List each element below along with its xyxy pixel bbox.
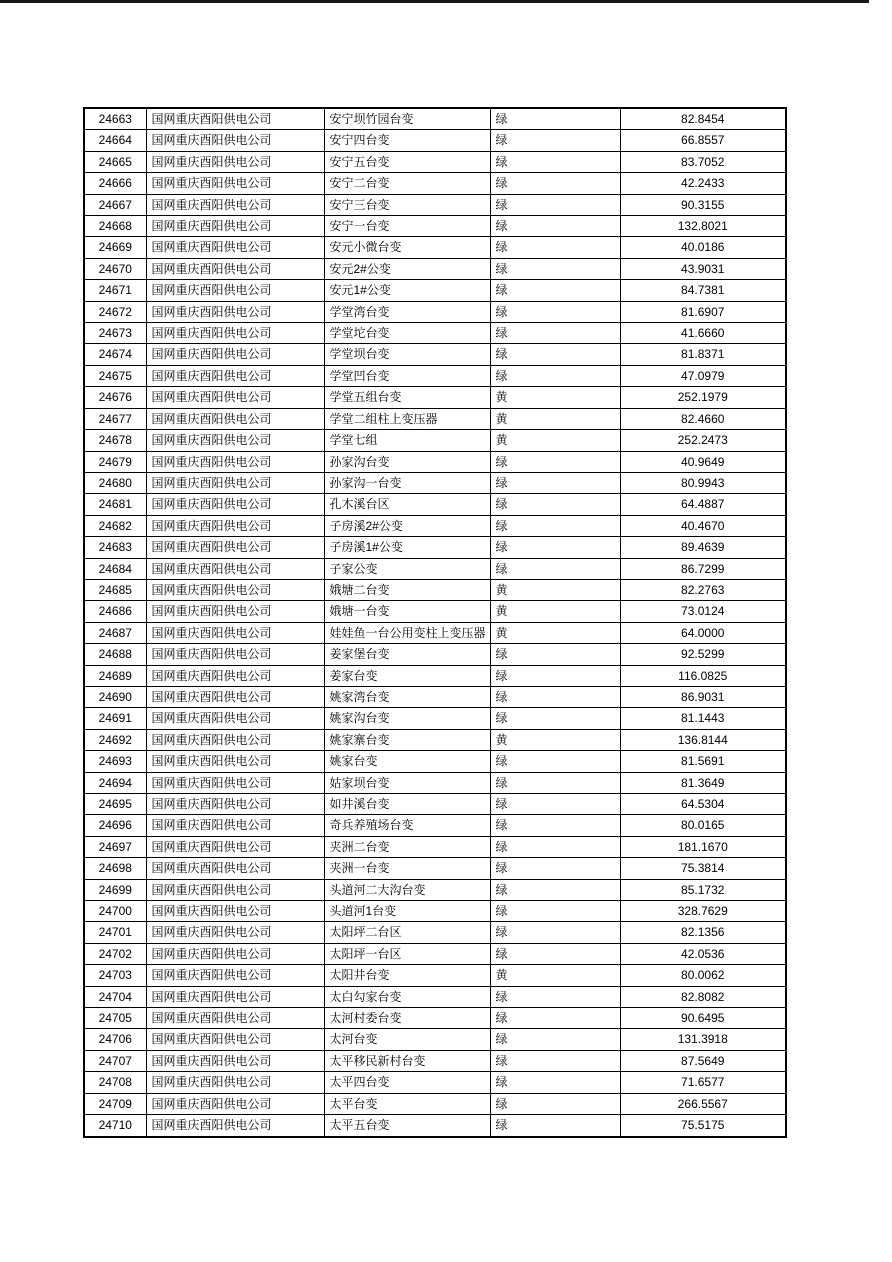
table-row	[84, 1008, 786, 1029]
status-cell: 绿	[490, 194, 620, 215]
status-cell: 绿	[490, 644, 620, 665]
company-cell: 国网重庆酉阳供电公司	[146, 579, 324, 600]
company-cell: 国网重庆酉阳供电公司	[146, 408, 324, 429]
id-cell: 24673	[84, 323, 146, 344]
value-cell: 47.0979	[620, 365, 786, 386]
table-row	[84, 986, 786, 1007]
id-cell: 24663	[84, 108, 146, 130]
value-cell: 43.9031	[620, 258, 786, 279]
value-cell: 328.7629	[620, 901, 786, 922]
station-cell: 安宁二台变	[324, 173, 490, 194]
table-row	[84, 922, 786, 943]
company-cell: 国网重庆酉阳供电公司	[146, 387, 324, 408]
station-cell: 孔木溪台区	[324, 494, 490, 515]
station-cell: 头道河二大沟台变	[324, 879, 490, 900]
company-cell: 国网重庆酉阳供电公司	[146, 965, 324, 986]
company-cell: 国网重庆酉阳供电公司	[146, 1050, 324, 1071]
value-cell: 86.7299	[620, 558, 786, 579]
status-cell: 绿	[490, 686, 620, 707]
table-row	[84, 772, 786, 793]
station-cell: 姚家湾台变	[324, 686, 490, 707]
status-cell: 绿	[490, 494, 620, 515]
station-cell: 子房溪1#公变	[324, 537, 490, 558]
status-cell: 黄	[490, 430, 620, 451]
table-row	[84, 879, 786, 900]
table-row	[84, 301, 786, 322]
status-cell: 绿	[490, 858, 620, 879]
station-cell: 学堂坝台变	[324, 344, 490, 365]
status-cell: 绿	[490, 344, 620, 365]
value-cell: 86.9031	[620, 686, 786, 707]
id-cell: 24684	[84, 558, 146, 579]
station-cell: 夹洲二台变	[324, 836, 490, 857]
value-cell: 81.5691	[620, 751, 786, 772]
value-cell: 85.1732	[620, 879, 786, 900]
id-cell: 24687	[84, 622, 146, 643]
table-row	[84, 472, 786, 493]
station-cell: 姚家寨台变	[324, 729, 490, 750]
station-cell: 孙家沟台变	[324, 451, 490, 472]
station-cell: 学堂坨台变	[324, 323, 490, 344]
station-cell: 夹洲一台变	[324, 858, 490, 879]
id-cell: 24703	[84, 965, 146, 986]
company-cell: 国网重庆酉阳供电公司	[146, 836, 324, 857]
status-cell: 绿	[490, 772, 620, 793]
value-cell: 80.9943	[620, 472, 786, 493]
company-cell: 国网重庆酉阳供电公司	[146, 365, 324, 386]
status-cell: 黄	[490, 408, 620, 429]
table-row	[84, 943, 786, 964]
id-cell: 24666	[84, 173, 146, 194]
status-cell: 绿	[490, 794, 620, 815]
company-cell: 国网重庆酉阳供电公司	[146, 237, 324, 258]
station-cell: 太河台变	[324, 1029, 490, 1050]
company-cell: 国网重庆酉阳供电公司	[146, 558, 324, 579]
station-cell: 太平台变	[324, 1093, 490, 1114]
company-cell: 国网重庆酉阳供电公司	[146, 108, 324, 130]
station-cell: 姚家台变	[324, 751, 490, 772]
value-cell: 82.1356	[620, 922, 786, 943]
status-cell: 绿	[490, 1093, 620, 1114]
data-table	[83, 107, 787, 1138]
status-cell: 绿	[490, 1050, 620, 1071]
value-cell: 40.9649	[620, 451, 786, 472]
value-cell: 181.1670	[620, 836, 786, 857]
station-cell: 学堂二组柱上变压器	[324, 408, 490, 429]
table-body	[84, 108, 786, 1137]
table-row	[84, 708, 786, 729]
company-cell: 国网重庆酉阳供电公司	[146, 1029, 324, 1050]
status-cell: 绿	[490, 1115, 620, 1137]
id-cell: 24702	[84, 943, 146, 964]
status-cell: 绿	[490, 943, 620, 964]
table-row	[84, 815, 786, 836]
value-cell: 90.6495	[620, 1008, 786, 1029]
company-cell: 国网重庆酉阳供电公司	[146, 922, 324, 943]
value-cell: 42.2433	[620, 173, 786, 194]
status-cell: 绿	[490, 515, 620, 536]
company-cell: 国网重庆酉阳供电公司	[146, 901, 324, 922]
table-row	[84, 1093, 786, 1114]
id-cell: 24710	[84, 1115, 146, 1137]
company-cell: 国网重庆酉阳供电公司	[146, 665, 324, 686]
value-cell: 64.0000	[620, 622, 786, 643]
station-cell: 姜家台变	[324, 665, 490, 686]
station-cell: 学堂湾台变	[324, 301, 490, 322]
id-cell: 24695	[84, 794, 146, 815]
station-cell: 安元小微台变	[324, 237, 490, 258]
id-cell: 24686	[84, 601, 146, 622]
company-cell: 国网重庆酉阳供电公司	[146, 301, 324, 322]
id-cell: 24667	[84, 194, 146, 215]
station-cell: 娥塘二台变	[324, 579, 490, 600]
company-cell: 国网重庆酉阳供电公司	[146, 280, 324, 301]
value-cell: 42.0536	[620, 943, 786, 964]
table-row	[84, 1115, 786, 1137]
status-cell: 绿	[490, 301, 620, 322]
company-cell: 国网重庆酉阳供电公司	[146, 344, 324, 365]
station-cell: 安宁三台变	[324, 194, 490, 215]
status-cell: 绿	[490, 323, 620, 344]
table-row	[84, 794, 786, 815]
value-cell: 92.5299	[620, 644, 786, 665]
company-cell: 国网重庆酉阳供电公司	[146, 151, 324, 172]
table-region	[83, 107, 787, 1138]
id-cell: 24697	[84, 836, 146, 857]
table-row	[84, 858, 786, 879]
company-cell: 国网重庆酉阳供电公司	[146, 1072, 324, 1093]
value-cell: 71.6577	[620, 1072, 786, 1093]
value-cell: 81.3649	[620, 772, 786, 793]
company-cell: 国网重庆酉阳供电公司	[146, 622, 324, 643]
table-row	[84, 729, 786, 750]
id-cell: 24704	[84, 986, 146, 1007]
id-cell: 24708	[84, 1072, 146, 1093]
status-cell: 黄	[490, 601, 620, 622]
company-cell: 国网重庆酉阳供电公司	[146, 173, 324, 194]
station-cell: 姜家堡台变	[324, 644, 490, 665]
table-row	[84, 108, 786, 130]
status-cell: 绿	[490, 537, 620, 558]
table-row	[84, 1072, 786, 1093]
id-cell: 24679	[84, 451, 146, 472]
company-cell: 国网重庆酉阳供电公司	[146, 216, 324, 237]
table-row	[84, 579, 786, 600]
table-row	[84, 965, 786, 986]
station-cell: 子房溪2#公变	[324, 515, 490, 536]
table-row	[84, 901, 786, 922]
status-cell: 黄	[490, 387, 620, 408]
status-cell: 绿	[490, 237, 620, 258]
station-cell: 安宁坝竹园台变	[324, 108, 490, 130]
value-cell: 41.6660	[620, 323, 786, 344]
id-cell: 24668	[84, 216, 146, 237]
id-cell: 24681	[84, 494, 146, 515]
status-cell: 绿	[490, 108, 620, 130]
value-cell: 82.2763	[620, 579, 786, 600]
station-cell: 太平四台变	[324, 1072, 490, 1093]
status-cell: 绿	[490, 836, 620, 857]
value-cell: 75.5175	[620, 1115, 786, 1137]
status-cell: 绿	[490, 665, 620, 686]
table-row	[84, 387, 786, 408]
table-row	[84, 836, 786, 857]
id-cell: 24699	[84, 879, 146, 900]
status-cell: 绿	[490, 1029, 620, 1050]
id-cell: 24671	[84, 280, 146, 301]
value-cell: 116.0825	[620, 665, 786, 686]
value-cell: 40.4670	[620, 515, 786, 536]
station-cell: 安宁五台变	[324, 151, 490, 172]
status-cell: 绿	[490, 216, 620, 237]
table-row	[84, 430, 786, 451]
table-row	[84, 644, 786, 665]
company-cell: 国网重庆酉阳供电公司	[146, 772, 324, 793]
id-cell: 24692	[84, 729, 146, 750]
status-cell: 绿	[490, 151, 620, 172]
status-cell: 绿	[490, 558, 620, 579]
id-cell: 24707	[84, 1050, 146, 1071]
id-cell: 24678	[84, 430, 146, 451]
station-cell: 太河村委台变	[324, 1008, 490, 1029]
value-cell: 82.8082	[620, 986, 786, 1007]
value-cell: 90.3155	[620, 194, 786, 215]
station-cell: 子家公变	[324, 558, 490, 579]
station-cell: 奇兵养殖场台变	[324, 815, 490, 836]
value-cell: 89.4639	[620, 537, 786, 558]
status-cell: 绿	[490, 708, 620, 729]
table-row	[84, 1050, 786, 1071]
company-cell: 国网重庆酉阳供电公司	[146, 601, 324, 622]
value-cell: 73.0124	[620, 601, 786, 622]
station-cell: 姚家沟台变	[324, 708, 490, 729]
company-cell: 国网重庆酉阳供电公司	[146, 323, 324, 344]
company-cell: 国网重庆酉阳供电公司	[146, 644, 324, 665]
value-cell: 64.4887	[620, 494, 786, 515]
status-cell: 绿	[490, 280, 620, 301]
table-row	[84, 237, 786, 258]
value-cell: 131.3918	[620, 1029, 786, 1050]
value-cell: 82.4660	[620, 408, 786, 429]
status-cell: 绿	[490, 1008, 620, 1029]
value-cell: 81.6907	[620, 301, 786, 322]
station-cell: 太平五台变	[324, 1115, 490, 1137]
station-cell: 学堂凹台变	[324, 365, 490, 386]
id-cell: 24677	[84, 408, 146, 429]
station-cell: 安宁四台变	[324, 130, 490, 151]
company-cell: 国网重庆酉阳供电公司	[146, 1008, 324, 1029]
company-cell: 国网重庆酉阳供电公司	[146, 686, 324, 707]
table-row	[84, 173, 786, 194]
value-cell: 64.5304	[620, 794, 786, 815]
company-cell: 国网重庆酉阳供电公司	[146, 1093, 324, 1114]
company-cell: 国网重庆酉阳供电公司	[146, 430, 324, 451]
station-cell: 太白勾家台变	[324, 986, 490, 1007]
station-cell: 安宁一台变	[324, 216, 490, 237]
id-cell: 24674	[84, 344, 146, 365]
status-cell: 黄	[490, 965, 620, 986]
value-cell: 80.0165	[620, 815, 786, 836]
company-cell: 国网重庆酉阳供电公司	[146, 794, 324, 815]
company-cell: 国网重庆酉阳供电公司	[146, 1115, 324, 1137]
station-cell: 学堂五组台变	[324, 387, 490, 408]
id-cell: 24688	[84, 644, 146, 665]
value-cell: 252.2473	[620, 430, 786, 451]
value-cell: 83.7052	[620, 151, 786, 172]
company-cell: 国网重庆酉阳供电公司	[146, 729, 324, 750]
id-cell: 24706	[84, 1029, 146, 1050]
status-cell: 绿	[490, 751, 620, 772]
table-row	[84, 323, 786, 344]
station-cell: 头道河1台变	[324, 901, 490, 922]
status-cell: 绿	[490, 986, 620, 1007]
id-cell: 24685	[84, 579, 146, 600]
station-cell: 孙家沟一台变	[324, 472, 490, 493]
company-cell: 国网重庆酉阳供电公司	[146, 194, 324, 215]
status-cell: 黄	[490, 622, 620, 643]
status-cell: 绿	[490, 1072, 620, 1093]
company-cell: 国网重庆酉阳供电公司	[146, 130, 324, 151]
id-cell: 24680	[84, 472, 146, 493]
id-cell: 24709	[84, 1093, 146, 1114]
status-cell: 黄	[490, 579, 620, 600]
status-cell: 绿	[490, 173, 620, 194]
table-row	[84, 751, 786, 772]
id-cell: 24672	[84, 301, 146, 322]
value-cell: 136.8144	[620, 729, 786, 750]
id-cell: 24675	[84, 365, 146, 386]
company-cell: 国网重庆酉阳供电公司	[146, 537, 324, 558]
id-cell: 24701	[84, 922, 146, 943]
table-row	[84, 665, 786, 686]
status-cell: 绿	[490, 451, 620, 472]
id-cell: 24696	[84, 815, 146, 836]
value-cell: 87.5649	[620, 1050, 786, 1071]
id-cell: 24665	[84, 151, 146, 172]
station-cell: 娃娃鱼一台公用变柱上变压器	[324, 622, 490, 643]
status-cell: 绿	[490, 815, 620, 836]
table-row	[84, 194, 786, 215]
id-cell: 24670	[84, 258, 146, 279]
status-cell: 绿	[490, 258, 620, 279]
table-row	[84, 344, 786, 365]
company-cell: 国网重庆酉阳供电公司	[146, 986, 324, 1007]
value-cell: 66.8557	[620, 130, 786, 151]
table-row	[84, 558, 786, 579]
station-cell: 安元1#公变	[324, 280, 490, 301]
table-row	[84, 686, 786, 707]
company-cell: 国网重庆酉阳供电公司	[146, 751, 324, 772]
station-cell: 太平移民新村台变	[324, 1050, 490, 1071]
value-cell: 81.8371	[620, 344, 786, 365]
company-cell: 国网重庆酉阳供电公司	[146, 708, 324, 729]
company-cell: 国网重庆酉阳供电公司	[146, 494, 324, 515]
station-cell: 娥塘一台变	[324, 601, 490, 622]
value-cell: 132.8021	[620, 216, 786, 237]
id-cell: 24689	[84, 665, 146, 686]
value-cell: 82.8454	[620, 108, 786, 130]
station-cell: 太阳坪二台区	[324, 922, 490, 943]
table-row	[84, 151, 786, 172]
id-cell: 24694	[84, 772, 146, 793]
station-cell: 如井溪台变	[324, 794, 490, 815]
id-cell: 24664	[84, 130, 146, 151]
status-cell: 绿	[490, 901, 620, 922]
value-cell: 40.0186	[620, 237, 786, 258]
table-row	[84, 601, 786, 622]
status-cell: 绿	[490, 365, 620, 386]
station-cell: 安元2#公变	[324, 258, 490, 279]
company-cell: 国网重庆酉阳供电公司	[146, 858, 324, 879]
id-cell: 24676	[84, 387, 146, 408]
status-cell: 绿	[490, 130, 620, 151]
table-row	[84, 622, 786, 643]
id-cell: 24690	[84, 686, 146, 707]
value-cell: 252.1979	[620, 387, 786, 408]
company-cell: 国网重庆酉阳供电公司	[146, 943, 324, 964]
status-cell: 绿	[490, 922, 620, 943]
value-cell: 81.1443	[620, 708, 786, 729]
id-cell: 24700	[84, 901, 146, 922]
id-cell: 24705	[84, 1008, 146, 1029]
status-cell: 黄	[490, 729, 620, 750]
page-top-rule	[0, 0, 869, 3]
table-row	[84, 365, 786, 386]
table-row	[84, 130, 786, 151]
company-cell: 国网重庆酉阳供电公司	[146, 472, 324, 493]
company-cell: 国网重庆酉阳供电公司	[146, 258, 324, 279]
id-cell: 24683	[84, 537, 146, 558]
table-row	[84, 515, 786, 536]
station-cell: 学堂七组	[324, 430, 490, 451]
company-cell: 国网重庆酉阳供电公司	[146, 515, 324, 536]
value-cell: 266.5567	[620, 1093, 786, 1114]
id-cell: 24669	[84, 237, 146, 258]
table-row	[84, 494, 786, 515]
station-cell: 太阳坪一台区	[324, 943, 490, 964]
company-cell: 国网重庆酉阳供电公司	[146, 451, 324, 472]
table-row	[84, 216, 786, 237]
company-cell: 国网重庆酉阳供电公司	[146, 879, 324, 900]
value-cell: 80.0062	[620, 965, 786, 986]
id-cell: 24693	[84, 751, 146, 772]
table-row	[84, 1029, 786, 1050]
table-row	[84, 451, 786, 472]
table-row	[84, 280, 786, 301]
value-cell: 75.3814	[620, 858, 786, 879]
value-cell: 84.7381	[620, 280, 786, 301]
station-cell: 姑家坝台变	[324, 772, 490, 793]
station-cell: 太阳井台变	[324, 965, 490, 986]
id-cell: 24691	[84, 708, 146, 729]
company-cell: 国网重庆酉阳供电公司	[146, 815, 324, 836]
table-row	[84, 258, 786, 279]
status-cell: 绿	[490, 472, 620, 493]
id-cell: 24698	[84, 858, 146, 879]
status-cell: 绿	[490, 879, 620, 900]
id-cell: 24682	[84, 515, 146, 536]
table-row	[84, 537, 786, 558]
table-row	[84, 408, 786, 429]
